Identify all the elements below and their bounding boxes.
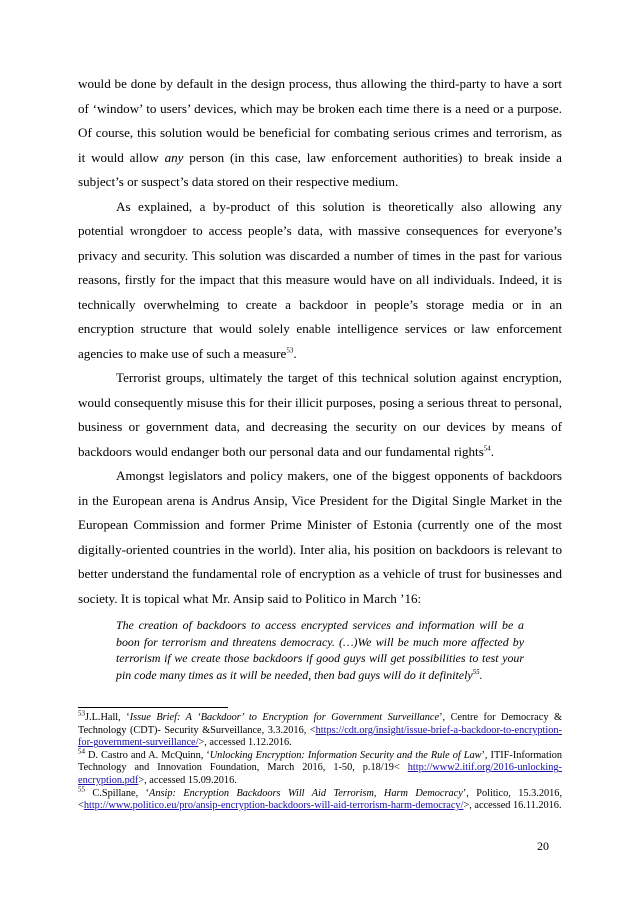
footnote-55-accessed: >, accessed 16.11.2016. [463, 800, 562, 812]
footnote-53-accessed: >, accessed 1.12.2016. [198, 737, 292, 749]
footnote-55-title: Ansip: Encryption Backdoors Will Aid Terrorism, Harm Democracy [149, 787, 463, 799]
paragraph-1 [78, 72, 562, 195]
footnote-55-source: ’, Politico, 15.3.2016, < [78, 787, 563, 812]
footnote-53-title: Issue Brief: A ‘Backdoor’ to Encryption for Government Surveillance [129, 712, 440, 723]
page-number: 20 [537, 839, 549, 853]
footnote-54-author: D. Castro and A. McQuinn, ‘ [85, 749, 210, 761]
paragraph-4 [78, 464, 562, 611]
paragraph-3 [78, 366, 562, 464]
paragraph-4-text: Amongst legislators and policy makers, one of the biggest opponents of backdoors in the European arena is Andrus Ansip, Vice President for the Digital Single Market in the European Commission and former Prime Minister of Estonia (currently one of the most digitally-oriented countries in the world). Inter alia, his position on backdoors is relevant to better understand the fundamental role of encryption as a vehicle of trust for businesses and society. It is topical what Mr. Ansip said to Politico in March ’16: [78, 468, 562, 606]
footnote-54-title: Unlocking Encryption: Information Security and the Rule of Law [209, 749, 482, 761]
paragraph-3-text: Terrorist groups, ultimately the target of this technical solution against encryption, would consequently misuse this for their illicit purposes, posing a serious threat to personal, business or government data, and decreasing the security on our devices by means of backdoors would endanger both our personal data and our fundamental rights [78, 370, 562, 459]
footnote-53 [78, 709, 562, 750]
footnote-53-link[interactable]: https://cdt.org/insight/issue-brief-a-backdoor-to-encryption-for-government-surveillance/ [78, 724, 562, 749]
footnote-54-accessed: >, accessed 15.09.2016. [138, 774, 237, 786]
paragraph-2 [78, 195, 562, 367]
footnote-53-number: 53 [78, 709, 85, 718]
footnote-54-number: 54 [78, 747, 85, 756]
footnote-ref-55[interactable]: 55 [472, 667, 480, 676]
footnote-55-author: C.Spillane, ‘ [85, 787, 150, 799]
footnotes [78, 709, 563, 813]
block-quote-end: . [479, 667, 483, 682]
paragraph-2-text: As explained, a by-product of this solution is theoretically also allowing any potential wrongdoer to access people’s data, with massive consequences for everyone’s privacy and security. This solution was discarded a number of times in the past for various reasons, firstly for the impact that this measure would have on all individuals. Indeed, it is technically overwhelming to create a backdoor in people’s storage media or in an encryption structure that would solely enable intelligence services or law enforcement agencies to make use of such a measure [78, 198, 562, 361]
footnote-ref-54[interactable]: 54 [483, 444, 491, 453]
footnote-55 [78, 785, 563, 813]
paragraph-1-emphasis: any [164, 149, 184, 165]
paragraph-3-end: . [490, 443, 495, 459]
paragraph-2-end: . [293, 345, 297, 361]
footnote-ref-53[interactable]: 53 [286, 346, 294, 355]
footnote-53-source: ’, Centre for Democracy & Technology (CDT)- Security &Surveillance, 3.3.2016, < [78, 712, 562, 736]
page-body [78, 72, 562, 683]
paragraph-1-text-a: would be done by default in the design process, thus allowing the third-party to have a sort of ‘window’ to users’ devices, which may be broken each time there is a need or a purpose. Of course, this solution would be beneficial for combating serious crimes and terrorism, as it would allow [78, 76, 562, 165]
block-quote [116, 617, 524, 683]
footnote-53-author: J.L.Hall, ‘ [85, 712, 130, 723]
footnote-54-source: ’, ITIF-Information Technology and Innovation Foundation, March 2016, 1-50, p.18/19< [78, 749, 562, 774]
footnote-55-number: 55 [78, 785, 85, 794]
block-quote-text: The creation of backdoors to access encrypted services and information will be a boon for terrorism and threatens democracy. (…)We will be much more affected by terrorism if we create those backdoors if good guys will get possibilities to test your pin code many times as it will be needed, then bad guys will do it definitely [116, 618, 524, 682]
footnote-54-link[interactable]: http://www2.itif.org/2016-unlocking-encryption.pdf [78, 762, 562, 786]
footnote-separator [78, 707, 228, 708]
paragraph-1-text-b: person (in this case, law enforcement authorities) to break inside a subject’s or suspect’s data stored on their respective medium. [78, 149, 562, 189]
footnote-55-link[interactable]: http://www.politico.eu/pro/ansip-encryption-backdoors-will-aid-terrorism-harm-democracy/ [83, 800, 464, 812]
footnote-54 [78, 747, 562, 788]
